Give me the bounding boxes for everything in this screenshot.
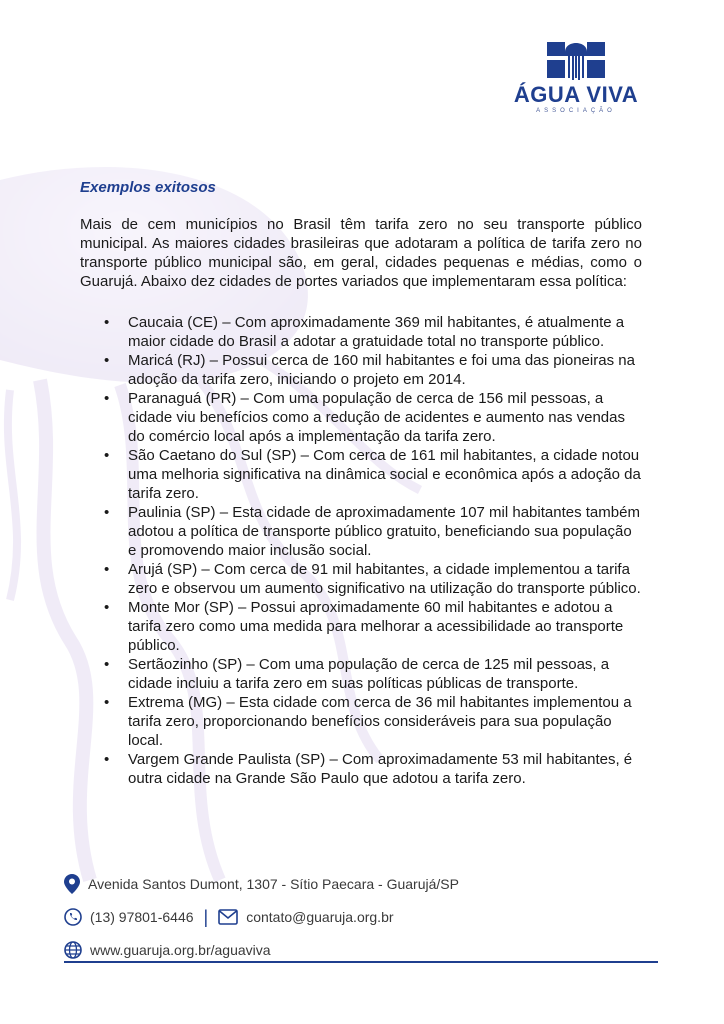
- list-item: [80, 750, 642, 788]
- list-item-text: Arujá (SP) – Com cerca de 91 mil habitantes, a cidade implementou a tarifa zero e observou um aumento significativo na utilização do transporte público.: [128, 561, 641, 597]
- list-item-text: Paulinia (SP) – Esta cidade de aproximadamente 107 mil habitantes também adotou a política de transporte público gratuito, beneficiando sua população e promovendo maior inclusão social.: [128, 504, 640, 559]
- footer: [64, 874, 658, 973]
- footer-phone[interactable]: (13) 97801-6446: [90, 909, 194, 925]
- list-item: [80, 446, 642, 503]
- list-item-text: São Caetano do Sul (SP) – Com cerca de 161 mil habitantes, a cidade notou uma melhoria significativa na dinâmica social e econômica após a adoção da tarifa zero.: [128, 447, 641, 502]
- list-item-text: Maricá (RJ) – Possui cerca de 160 mil habitantes e foi uma das pioneiras na adoção da tarifa zero, iniciando o projeto em 2014.: [128, 352, 635, 388]
- bullet: •: [104, 599, 110, 616]
- document-body: [80, 178, 642, 788]
- footer-divider: [64, 961, 658, 963]
- bullet: •: [104, 504, 110, 521]
- list-item-text: Paranaguá (PR) – Com uma população de cerca de 156 mil pessoas, a cidade viu benefícios como a redução de acidentes e aumento nas vendas do comércio local após a implementação da tarifa zero.: [128, 390, 625, 445]
- list-item: [80, 560, 642, 598]
- bullet: •: [104, 751, 110, 768]
- bullet: •: [104, 314, 110, 331]
- logo-subtitle: ASSOCIAÇÃO: [536, 108, 616, 114]
- phone-icon: [64, 908, 82, 926]
- bullet: •: [104, 561, 110, 578]
- footer-website-row: [64, 940, 658, 960]
- location-pin-icon: [64, 874, 80, 894]
- bullet: •: [104, 694, 110, 711]
- list-item: [80, 351, 642, 389]
- list-item-text: Monte Mor (SP) – Possui aproximadamente 60 mil habitantes e adotou a tarifa zero como uma medida para melhorar a acessibilidade ao transporte público.: [128, 599, 624, 654]
- list-item-text: Sertãozinho (SP) – Com uma população de cerca de 125 mil pessoas, a cidade incluiu a tarifa zero em suas políticas públicas de transporte.: [128, 656, 610, 692]
- footer-website[interactable]: www.guaruja.org.br/aguaviva: [90, 942, 271, 958]
- bullet: •: [104, 656, 110, 673]
- globe-icon: [64, 941, 82, 959]
- list-item-text: Caucaia (CE) – Com aproximadamente 369 mil habitantes, é atualmente a maior cidade do Brasil a adotar a gratuidade total no transporte público.: [128, 314, 625, 350]
- footer-separator: |: [203, 906, 209, 927]
- section-heading: Exemplos exitosos: [80, 179, 216, 196]
- footer-address: Avenida Santos Dumont, 1307 - Sítio Paecara - Guarujá/SP: [88, 876, 459, 892]
- bullet: •: [104, 352, 110, 369]
- examples-list: [80, 313, 642, 788]
- intro-paragraph: Mais de cem municípios no Brasil têm tarifa zero no seu transporte público municipal. As maiores cidades brasileiras que adotaram a política de tarifa zero no transporte público municipal são, em geral, cidades pequenas e médias, como o Guarujá. Abaixo dez cidades de portes variados que implementaram essa política:: [80, 216, 642, 290]
- bullet: •: [104, 390, 110, 407]
- envelope-icon: [218, 909, 238, 925]
- logo-name: ÁGUA VIVA: [513, 82, 639, 107]
- jellyfish-logo-icon: [545, 38, 607, 82]
- footer-contact-row: [64, 907, 658, 927]
- list-item: [80, 503, 642, 560]
- footer-email[interactable]: contato@guaruja.org.br: [246, 909, 394, 925]
- list-item-text: Extrema (MG) – Esta cidade com cerca de 36 mil habitantes implementou a tarifa zero, proporcionando benefícios consideráveis para sua população local.: [128, 694, 632, 749]
- list-item-text: Vargem Grande Paulista (SP) – Com aproximadamente 53 mil habitantes, é outra cidade na Grande São Paulo que adotou a tarifa zero.: [128, 751, 633, 787]
- footer-address-row: [64, 874, 658, 894]
- list-item: [80, 313, 642, 351]
- list-item: [80, 598, 642, 655]
- list-item: [80, 389, 642, 446]
- bullet: •: [104, 447, 110, 464]
- list-item: [80, 655, 642, 693]
- agua-viva-logo: [506, 38, 646, 128]
- list-item: [80, 693, 642, 750]
